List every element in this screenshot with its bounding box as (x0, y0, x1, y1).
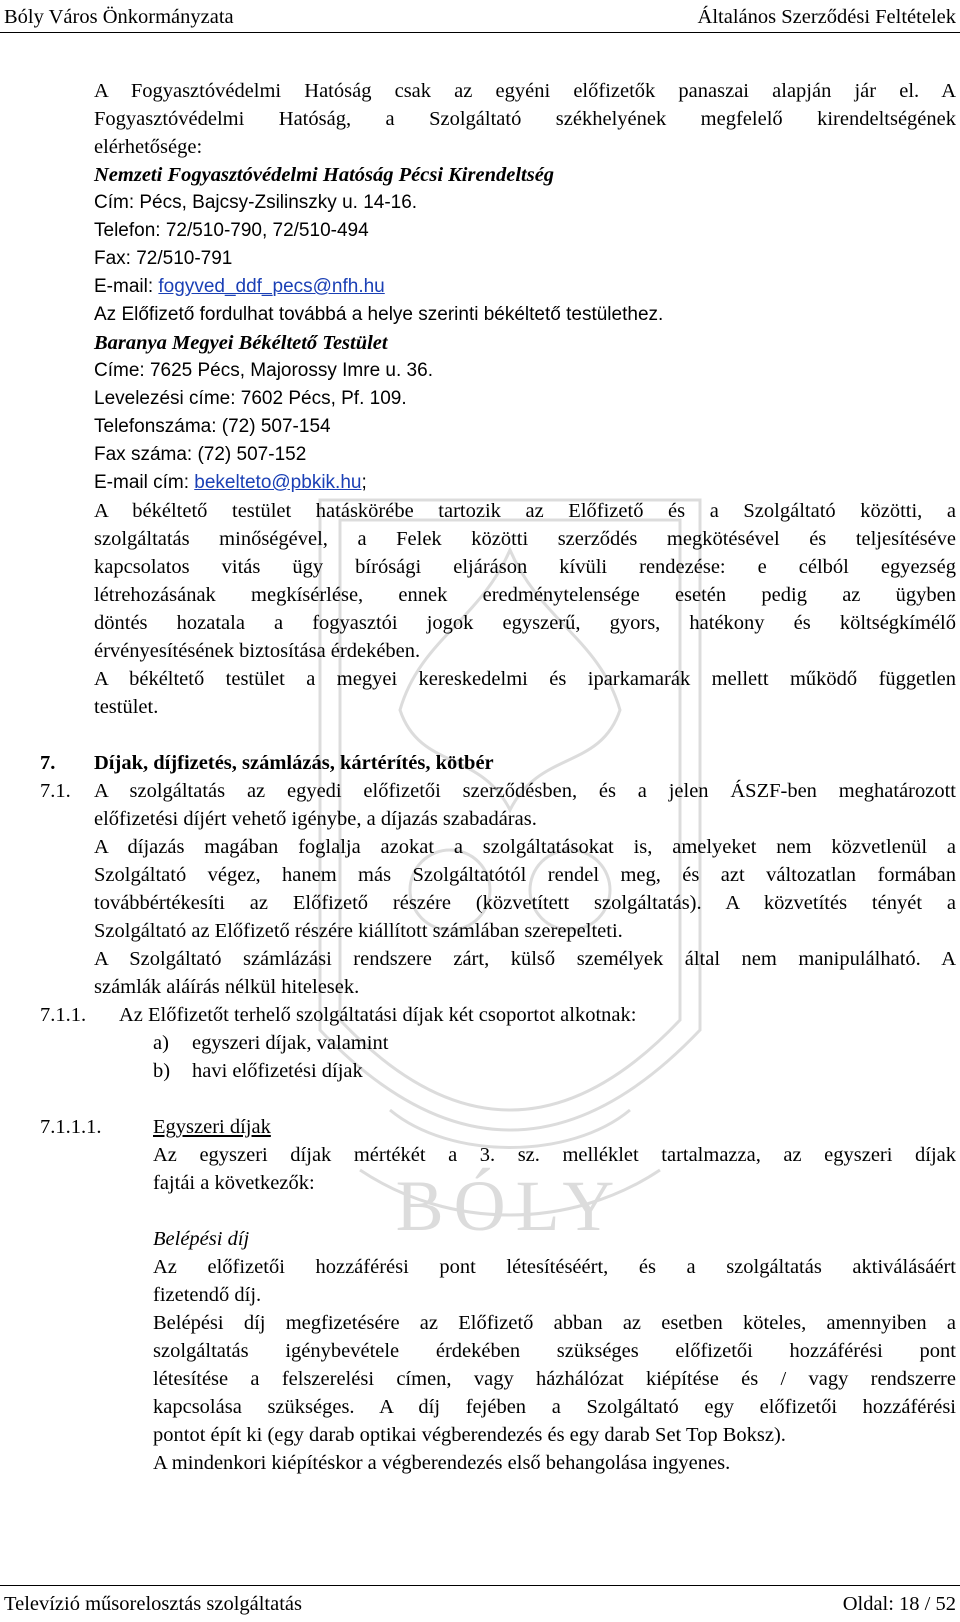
board-phone: Telefonszáma: (72) 507-154 (94, 416, 331, 437)
intro-line-2: Fogyasztóvédelmi Hatóság, a Szolgáltató székhelyének megfelelő kirendeltségének (94, 108, 956, 130)
entry-fee-detail-line: létesítése a felszerelési címen, vagy házhálózat kiépítése és / vagy rendszerre (153, 1368, 956, 1390)
board-name: Baranya Megyei Békéltető Testület (94, 332, 388, 354)
board-desc-line: A békéltető testület hatáskörébe tartozik az Előfizető és a Szolgáltató közötti, a (94, 500, 956, 522)
board-desc-line: létrehozásának megkísérlése, ennek eredménytelensége esetén pedig az ügyben (94, 584, 956, 606)
board-email-label: E-mail cím: (94, 472, 195, 493)
authority-address: Cím: Pécs, Bajcsy-Zsilinszky u. 14-16. (94, 192, 418, 213)
section-7-title: Díjak, díjfizetés, számlázás, kártérítés, kötbér (94, 752, 494, 774)
watermark-label: BÓLY (395, 1166, 625, 1246)
board-email-link[interactable]: bekelteto@pbkik.hu (194, 472, 362, 493)
footer-left: Televízió műsorelosztás szolgáltatás (4, 1593, 303, 1615)
list-item: havi előfizetési díjak (192, 1060, 363, 1082)
board-desc-line: szolgáltatás minőségével, a Felek közötti szerződés megkötésével és teljesítéséve (94, 528, 956, 550)
fee-line: A díjazás magában foglalja azokat a szolgáltatásokat is, amelyeket nem közvetlenül a (94, 836, 956, 858)
free-adjustment-note: A mindenkori kiépítéskor a végberendezés első behangolása ingyenes. (153, 1452, 731, 1474)
page-header (0, 2, 960, 33)
authority-email-label: E-mail: (94, 276, 159, 297)
entry-fee-line-2: fizetendő díj. (153, 1284, 262, 1306)
intro-line-1: A Fogyasztóvédelmi Hatóság csak az egyéni előfizetők panaszai alapján jár el. A (94, 80, 956, 102)
board-independent-line-2: testület. (94, 696, 159, 718)
board-independent-line-1: A békéltető testület a megyei kereskedelmi és iparkamarák mellett működő független (94, 668, 956, 690)
fee-line: továbbértékesíti az Előfizető részére (közvetített szolgáltatás). A közvetítés tényét a (94, 892, 956, 914)
list-item: egyszeri díjak, valamint (192, 1032, 389, 1054)
section-7-1-number: 7.1. (40, 780, 71, 802)
entry-fee-detail-line: Belépési díj megfizetésére az Előfizető abban az esetben köteles, amennyiben a (153, 1312, 956, 1334)
header-right: Általános Szerződési Feltételek (697, 6, 956, 28)
entry-fee-detail-line: szolgáltatás igénybevétele érdekében szükséges előfizetői hozzáférési pont (153, 1340, 956, 1362)
list-marker: b) (153, 1060, 171, 1082)
board-desc-line: kapcsolatos vitás ügy bírósági eljáráson kívüli rendezése: e célból egyezség (94, 556, 956, 578)
header-left: Bóly Város Önkormányzata (4, 6, 234, 28)
intro-line-3: elérhetősége: (94, 136, 203, 158)
board-email-suffix: ; (361, 472, 367, 493)
section-7-1-1-1-line-2: fajtái a következők: (153, 1172, 315, 1194)
section-7-1-line-1: A szolgáltatás az egyedi előfizetői szerződésben, és a jelen ÁSZF-ben meghatározott (94, 780, 956, 802)
entry-fee-line-1: Az előfizetői hozzáférési pont létesítéséért, és a szolgáltatás aktiválásáért (153, 1256, 956, 1278)
section-7-number: 7. (40, 752, 56, 774)
board-address: Címe: 7625 Pécs, Majorossy Imre u. 36. (94, 360, 433, 381)
footer-page-number: Oldal: 18 / 52 (842, 1593, 956, 1615)
authority-name: Nemzeti Fogyasztóvédelmi Hatóság Pécsi Kirendeltség (94, 164, 555, 186)
list-marker: a) (153, 1032, 169, 1054)
section-7-1-1-1-title: Egyszeri díjak (153, 1116, 271, 1138)
authority-fax: Fax: 72/510-791 (94, 248, 233, 269)
fee-line: Szolgáltató végez, hanem más Szolgáltatótól rendel meg, és azt változatlan formában (94, 864, 956, 886)
fee-last: Szolgáltató az Előfizető részére kiállított számlában szerepelteti. (94, 920, 623, 942)
entry-fee-detail-line: kapcsolása szükséges. A díj fejében a Szolgáltató egy előfizetői hozzáférési (153, 1396, 956, 1418)
entry-fee-detail-last: pontot épít ki (egy darab optikai végberendezés és egy darab Set Top Boksz). (153, 1424, 786, 1446)
authority-email-link[interactable]: fogyved_ddf_pecs@nfh.hu (158, 276, 385, 297)
page-footer (0, 1585, 960, 1622)
section-7-1-line-2: előfizetési díjért vehető igénybe, a díjazás szabadáras. (94, 808, 537, 830)
section-7-1-1-1-line-1: Az egyszeri díjak mértékét a 3. sz. melléklet tartalmazza, az egyszeri díjak (153, 1144, 956, 1166)
board-desc-last: érvényesítésének biztosítása érdekében. (94, 640, 421, 662)
board-postal: Levelezési címe: 7602 Pécs, Pf. 109. (94, 388, 407, 409)
section-7-1-1-number: 7.1.1. (40, 1004, 87, 1026)
billing-line-1: A Szolgáltató számlázási rendszere zárt, külső személyek által nem manipulálható. A (94, 948, 956, 970)
board-fax: Fax száma: (72) 507-152 (94, 444, 307, 465)
board-desc-line: döntés hozatala a fogyasztói jogok egyszerű, gyors, hatékony és költségkímélő (94, 612, 956, 634)
authority-email-row (94, 275, 385, 299)
section-7-1-1-1-number: 7.1.1.1. (40, 1116, 102, 1138)
billing-line-2: számlák aláírás nélkül hitelesek. (94, 976, 360, 998)
board-email-row (94, 471, 367, 495)
forward-note: Az Előfizető fordulhat továbbá a helye szerinti békéltető testülethez. (94, 304, 664, 325)
entry-fee-title: Belépési díj (153, 1228, 250, 1250)
authority-phone: Telefon: 72/510-790, 72/510-494 (94, 220, 369, 241)
section-7-1-1-text: Az Előfizetőt terhelő szolgáltatási díjak két csoportot alkotnak: (119, 1004, 637, 1026)
